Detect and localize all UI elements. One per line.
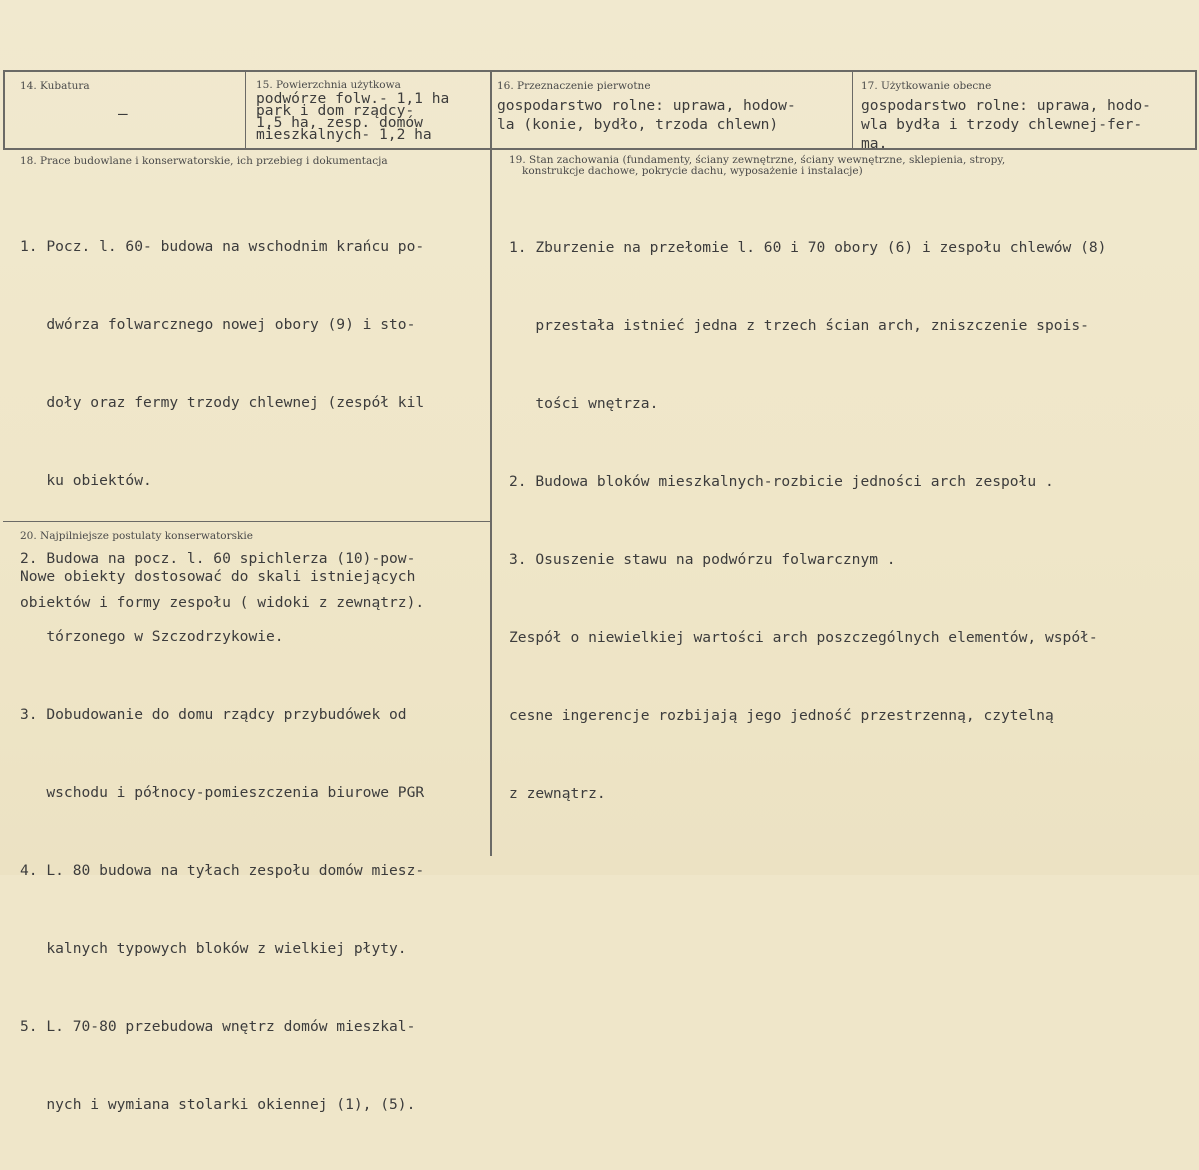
field-18-value bbox=[20, 182, 424, 1170]
field-17-label: 17. Użytkowanie obecne bbox=[861, 80, 992, 92]
field-18-line: dwórza folwarcznego nowej obory (9) i sto- bbox=[20, 316, 416, 333]
field-18-line: nych i wymiana stolarki okiennej (1), (5). bbox=[20, 1096, 416, 1113]
field-15-line: 1,5 ha, zesp. domów bbox=[256, 114, 423, 131]
field-17-line: wla bydła i trzody chlewnej-fer- bbox=[861, 116, 1143, 133]
field-18-line: doły oraz fermy trzody chlewnej (zespół kil bbox=[20, 394, 425, 411]
field-20-line: Nowe obiekty dostosować do skali istniejących bbox=[20, 568, 416, 585]
field-16-value bbox=[497, 96, 796, 134]
field-18-label: 18. Prace budowlane i konserwatorskie, ich przebieg i dokumentacja bbox=[20, 155, 388, 167]
field-19-line: 3. Osuszenie stawu na podwórzu folwarcznym . bbox=[509, 551, 896, 568]
right-vertical-rule bbox=[1195, 70, 1197, 150]
left-vertical-rule bbox=[3, 70, 5, 150]
field-19-line: 1. Zburzenie na przełomie l. 60 i 70 obory (6) i zespołu chlewów (8) bbox=[509, 239, 1107, 256]
field-19-label-line: 19. Stan zachowania (fundamenty, ściany zewnętrzne, ściany wewnętrzne, sklepienia, stropy, bbox=[509, 154, 1006, 166]
field-15-line: mieszkalnych- 1,2 ha bbox=[256, 126, 432, 143]
field-16-line: gospodarstwo rolne: uprawa, hodow- bbox=[497, 97, 796, 114]
field-19-line: cesne ingerencje rozbijają jego jedność przestrzenną, czytelną bbox=[509, 707, 1054, 724]
field-18-line: 1. Pocz. l. 60- budowa na wschodnim krańcu po- bbox=[20, 238, 425, 255]
field-17-line: gospodarstwo rolne: uprawa, hodo- bbox=[861, 97, 1151, 114]
field-16-label: 16. Przeznaczenie pierwotne bbox=[497, 80, 651, 92]
field-18-line: 3. Dobudowanie do domu rządcy przybudówek od bbox=[20, 706, 407, 723]
divider-16-17 bbox=[852, 70, 853, 150]
field-19-label bbox=[509, 155, 1005, 177]
field-15-value bbox=[256, 90, 450, 143]
field-19-line: 2. Budowa bloków mieszkalnych-rozbicie jedności arch zespołu . bbox=[509, 473, 1054, 490]
field-19-label-line: konstrukcje dachowe, pokrycie dachu, wyposażenie i instalacje) bbox=[522, 165, 863, 177]
field-18-line: 5. L. 70-80 przebudowa wnętrz domów mieszkal- bbox=[20, 1018, 416, 1035]
field-18-line: 4. L. 80 budowa na tyłach zespołu domów miesz- bbox=[20, 862, 425, 879]
field-20-value bbox=[20, 564, 424, 616]
field-19-line: z zewnątrz. bbox=[509, 785, 606, 802]
field-19-value bbox=[509, 183, 1106, 859]
divider-14-15 bbox=[245, 70, 246, 150]
field-17-line: ma. bbox=[861, 135, 888, 152]
divider-15-16 bbox=[490, 70, 492, 856]
field-19-line: przestała istnieć jedna z trzech ścian arch, zniszczenie spois- bbox=[509, 317, 1089, 334]
field-20-line: obiektów i formy zespołu ( widoki z zewnątrz). bbox=[20, 594, 425, 611]
field-18-line: ku obiektów. bbox=[20, 472, 152, 489]
field-14-label: 14. Kubatura bbox=[20, 80, 90, 92]
field-19-line: Zespół o niewielkiej wartości arch poszczególnych elementów, współ- bbox=[509, 629, 1098, 646]
field-18-line: kalnych typowych bloków z wielkiej płyty. bbox=[20, 940, 407, 957]
field-16-line: la (konie, bydło, trzoda chlewn) bbox=[497, 116, 779, 133]
field-17-value bbox=[861, 96, 1151, 153]
field-20-label: 20. Najpilniejsze postulaty konserwatorskie bbox=[20, 530, 253, 542]
field-15-label: 15. Powierzchnia użytkowa bbox=[256, 79, 401, 91]
field-18-line: wschodu i północy-pomieszczenia biurowe PGR bbox=[20, 784, 425, 801]
field-19-line: tości wnętrza. bbox=[509, 395, 659, 412]
field-18-line: tórzonego w Szczodrzykowie. bbox=[20, 628, 284, 645]
field-18-line: 2. Budowa na pocz. l. 60 spichlerza (10)-pow- bbox=[20, 550, 416, 567]
field-14-value: – bbox=[118, 104, 128, 123]
field-15-line: podwórze folw.- 1,1 ha bbox=[256, 90, 450, 107]
field-15-line: park i dom rządcy- bbox=[256, 102, 415, 119]
top-rule bbox=[3, 70, 1197, 72]
